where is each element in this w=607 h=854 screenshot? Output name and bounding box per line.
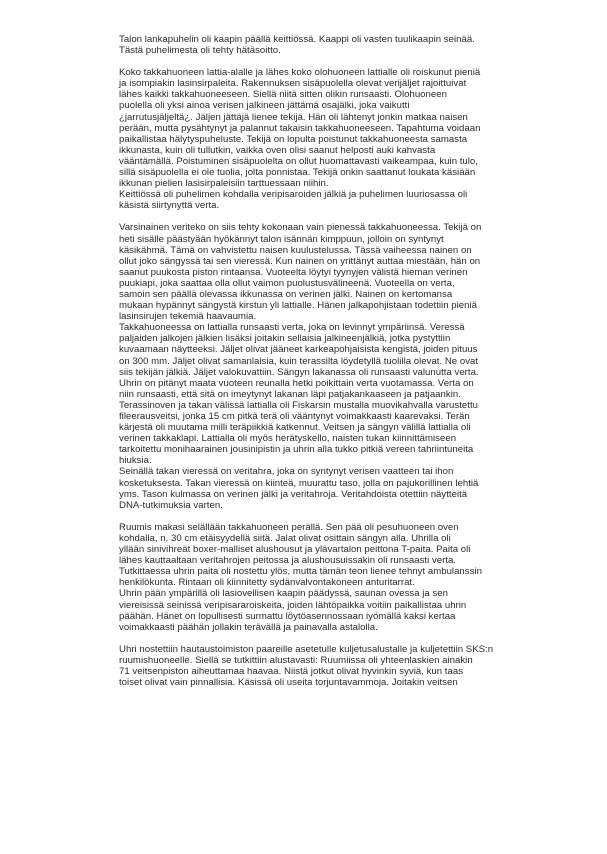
text-line: 71 veitsenpiston aiheuttamaa haavaa. Niistä jotkut olivat hyvinkin syviä, kun taas xyxy=(119,665,464,677)
text-line: Uhrin on pitänyt maata vuoteen reunalla hetki poikittain verta vuotamassa. Verta on xyxy=(119,377,474,389)
text-line: DNA-tutkimuksia varten. xyxy=(119,499,223,511)
text-line: lähes kauttaaltaan veritahrojen peitossa ja alushousuissakin oli runsaasti verta. xyxy=(119,555,457,567)
text-line: yms. Tason kulmassa on verinen jälki ja veritahroja. Veritahdoista otettiin näytteitä xyxy=(119,488,468,500)
text-line: Terassinoven ja takan välissä lattialla oli Fiskarsin mustalla muovikahvalla varustettu xyxy=(119,399,478,411)
text-line: Uhrin pään ympärillä oli lasiovellisen kaapin päädyssä, saunan ovessa ja sen xyxy=(119,588,448,600)
text-line: niin runsaasti, että sitä on imeytynyt lakanan läpi patjakankaaseen ja patjaankin. xyxy=(119,388,461,400)
paragraph-gap xyxy=(119,511,547,522)
text-line: lasinsirujen tekemiä haavaumia. xyxy=(119,311,257,323)
paragraph xyxy=(119,222,547,510)
text-line: siis tekijän jälkiä. Jäljet valokuvattiin. Sängyn lakanassa oli runsaasti valunutta verta. xyxy=(119,366,479,378)
text-line: viereisissä seinissä veripisararoiskeita, joiden lähtöpaikka voitiin paikallistaa uhrin xyxy=(119,599,467,611)
text-line: Tästä puhelimesta oli tehty hätäsoitto. xyxy=(119,45,281,57)
text-line: Koko takkahuoneen lattia-alalle ja lähes koko olohuoneen lattialle oli roiskunut pieniä xyxy=(119,67,481,79)
text-line: ikkunasta, kuin oli tullutkin, vaikka oven olisi saanut helposti auki kahvasta xyxy=(119,144,436,156)
text-line: henkilökunta. Rintaan oli kiinnitetty sydänvalvontakoneen anturitarrat. xyxy=(119,577,415,589)
text-line: yllään sinivihreät boxer-malliset alushousut ja ylävartalon peittona T-paita. Paita oli xyxy=(119,544,471,556)
paragraph xyxy=(119,644,547,688)
text-line: saanut puukosta piston rintaansa. Vuoteelta löytyi tyynyjen välistä hieman verinen xyxy=(119,266,468,278)
paragraph-gap xyxy=(119,633,547,644)
text-line: kohdalla, n. 30 cm etäisyydellä siitä. Jalat olivat osittain sängyn alla. Uhrilla oli xyxy=(119,532,451,544)
text-line: Keittiössä oli puhelimen kohdalla veripisaroiden jälkiä ja puhelimen luuriosassa oli xyxy=(119,189,468,201)
text-line: fileerausveitsi, jonka 15 cm pitkä terä oli vääntynyt voimakkaasti kaarevaksi. Terän xyxy=(119,411,470,422)
text-line: puukiapi, joka saattaa olla ollut vaimon puolustusvälineenä. Vuoteella on verta, xyxy=(119,277,455,289)
text-line: Uhri nostettiin hautaustoimiston paareille asetetulle kuljetusalustalle ja kuljetettiin SKS:n xyxy=(119,643,494,655)
text-line: verinen takkaklapi. Lattialla oli myös herätyskello, naisten tukan kiinnittämiseen xyxy=(119,433,457,445)
text-line: päähän. Hänet on lopullisesti surmattu löytöasennossaan iyömällä kaksi kertaa xyxy=(119,610,456,622)
text-line: samoin sen päällä olevassa ikkunassa on verinen jälki. Nainen on kertomansa xyxy=(119,288,453,300)
text-line: kärjestä oli muutama milli teräpiikkiä katkennut. Veitsen ja sängyn välillä lattialla oli xyxy=(119,422,471,434)
paragraph-gap xyxy=(119,56,547,67)
text-line: lähes kaikki takkahuoneeseen. Siellä niitä sitten olikin runsaasti. Olohuoneen xyxy=(119,89,447,101)
text-line: kuvaamaan näytteeksi. Jäljet olivat jääneet karkeapohjaisista kengistä, joiden pituus xyxy=(119,344,478,356)
paragraph xyxy=(119,522,547,633)
text-line: Tutkittaessa uhrin paita oli nostettu ylös, mutta tämän teon lienee tehnyt ambulanssin xyxy=(119,566,482,578)
text-line: toiset olivat vain pinnallisia. Käsissä oli useita torjuntavammoja. Joitakin veitsen xyxy=(119,677,458,689)
text-line: käsikähmä. Tämä on vahvistettu naisen kuulustelussa. Tässä vaiheessa nainen on xyxy=(119,244,472,256)
text-line: heti sisälle päästyään hyökännyt talon isännän kimppuun, jolloin on syntynyt xyxy=(119,233,444,245)
text-line: ¿jarrutusjäljeltä¿. Jäljen jättäjä lienee tekijä. Hän oli lähtenyt jonkin matkaa naisen xyxy=(119,111,468,123)
text-line: perään, mutta pysähtynyt ja palannut takaisin takkahuoneeseen. Tapahtuma voidaan xyxy=(119,122,481,134)
text-line: tarkoitettu monihaarainen jousinipistin ja uhrin alla tukko pitkiä vereen tahriintuneita xyxy=(119,444,474,456)
text-line: ikkunan pielien lasisirpaleisiin tarttuessaan niihin. xyxy=(119,178,329,190)
text-line: sillä sisäpuolella ei ole tuolia, jolta ponnistaa. Tekijä onkin saattanut loukata käsiään xyxy=(119,167,476,179)
paragraph-gap xyxy=(119,211,547,222)
text-line: käsistä siirtynyttä verta. xyxy=(119,200,220,212)
text-line: mukaan hypännyt sängystä kirstun yli lattialle. Hänen jalkapohjistaan todettiin pieniä xyxy=(119,300,477,312)
text-line: ollut joko sängyssä tai sen vieressä. Kun nainen on yrittänyt auttaa miestään, hän on xyxy=(119,255,481,267)
text-line: voimakkaasti päähän jollakin terävällä ja painavalla astalolla. xyxy=(119,621,378,633)
document-body xyxy=(119,34,547,688)
paragraph xyxy=(119,67,547,211)
text-line: on 300 mm. Jäljet olivat samanlaisia, kuin terassilta löydetyllä tuolilla olevat. Ne ovat xyxy=(119,355,479,367)
text-line: hiuksia. xyxy=(119,455,152,467)
text-line: vääntämällä. Poistuminen sisäpuolelta on ollut huomattavasti vaikeampaa, kuin tulo, xyxy=(119,155,478,167)
text-line: Ruumis makasi selällään takkahuoneen perällä. Sen pää oli pesuhuoneen oven xyxy=(119,521,459,533)
text-line: Varsinainen veriteko on siis tehty kokonaan vain pienessä takkahuoneessa. Tekijä on xyxy=(119,222,482,234)
text-line: ruumishuoneelle. Siellä se tutkittiin alustavasti: Ruumiissa oli yhteenlaskien ainakin xyxy=(119,654,473,666)
text-line: Talon lankapuhelin oli kaapin päällä keittiössä. Kaappi oli vasten tuulikaapin seinää. xyxy=(119,34,475,45)
paragraph xyxy=(119,34,547,56)
text-line: Takkahuoneessa on lattialla runsaasti verta, joka on levinnyt ympäriinsä. Veressä xyxy=(119,322,465,334)
text-line: Seinällä takan vieressä on veritahra, joka on syntynyt verisen vaatteen tai ihon xyxy=(119,466,454,478)
text-line: paikallistaa hälytyspuheluste. Tekijä on lopulta poistunut takkahuoneesta samasta xyxy=(119,133,468,145)
text-line: puolella oli yksi ainoa verisen jalkineen jättämä osajälki, joka vaikutti xyxy=(119,100,410,112)
text-line: ja isompiakin lasinsirpaleita. Rakennuksen sisäpuolella olevat verijäljet rajoittuivat xyxy=(119,78,467,90)
text-line: kosketuksesta. Takan vieressä on kiinteä, muurattu taso, jolla on pajukorillinen lehtiä xyxy=(119,477,479,489)
text-line: paljaiden jalkojen jälkien lisäksi joitakin sellaisia jalkineenjälkiä, jotka pystyttiin xyxy=(119,333,451,345)
